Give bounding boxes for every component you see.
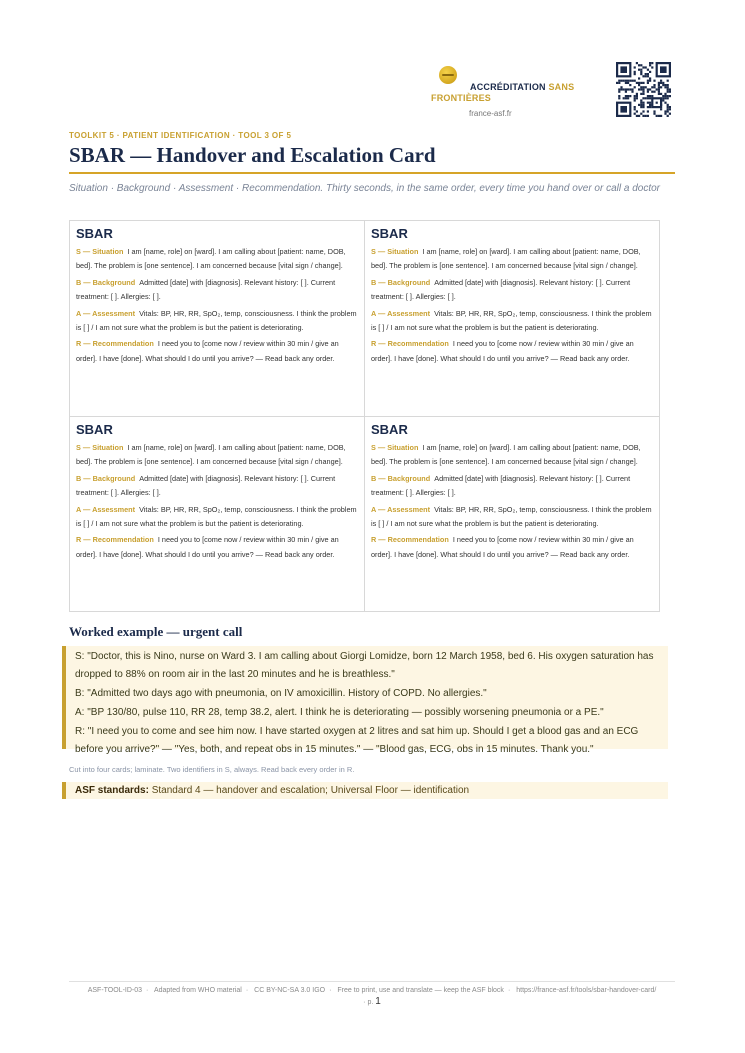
card-assessment	[76, 503, 358, 532]
background-label: B — Background	[371, 277, 431, 287]
situation-label: S — Situation	[371, 443, 419, 452]
sbar-card	[70, 221, 365, 417]
qr-code-icon	[616, 62, 671, 117]
assessment-text: Vitals: BP, HR, RR, SpO₂, temp, consciousness. I think the problem is [ ] / I am not sure what the problem is but the patient is deteriorating.	[76, 504, 357, 529]
brand-name	[431, 82, 591, 104]
assessment-text: Vitals: BP, HR, RR, SpO₂, temp, consciousness. I think the problem is [ ] / I am not sure what the problem is but the patient is deteriorating.	[371, 504, 652, 529]
card-assessment	[371, 307, 654, 336]
page-subtitle: Situation · Background · Assessment · Recommendation. Thirty seconds, in the same order, every time you hand over or call a doctor	[69, 183, 661, 194]
card-background	[371, 276, 654, 305]
title-divider	[69, 172, 675, 174]
footer-code: ASF-TOOL-ID-03	[87, 987, 143, 994]
example-recommendation: R: "I need you to come and see him now. I have started oxygen at 2 litres and sat him up. Should I get a blood gas and an ECG before you arrive?" — "Yes, both, and repeat obs in 15 minutes." — "Blood gas, ECG, obs in 15 minutes. Thank you."	[75, 726, 639, 755]
standards-text: Standard 4 — handover and escalation; Universal Floor — identification	[151, 785, 470, 796]
recommendation-text: I need you to [come now / review within 30 min / give an order]. I have [done]. What should I do until you arrive? — Read back any order.	[371, 535, 634, 559]
card-situation	[371, 441, 654, 470]
page-title: SBAR — Handover and Escalation Card	[69, 143, 436, 167]
card-situation	[371, 245, 654, 274]
toolkit-kicker: TOOLKIT 5 · PATIENT IDENTIFICATION · TOOL 3 OF 5	[69, 131, 292, 140]
footer-terms: Free to print, use and translate — keep the ASF block	[337, 987, 504, 994]
brand-url[interactable]: france-asf.fr	[469, 109, 512, 118]
page-footer: ASF-TOOL-ID-03 · Adapted from WHO material · CC BY-NC-SA 3.0 IGO · Free to print, use and translate — keep the ASF block · https://france-asf.fr/tools/sbar-handover-card/	[87, 987, 657, 994]
card-background	[76, 276, 358, 305]
card-recommendation	[76, 533, 358, 562]
situation-text: I am [name, role] on [ward]. I am calling about [patient: name, DOB, bed]. The problem is [one sentence]. I am concerned because [vital sign / change].	[76, 443, 346, 467]
example-situation: S: "Doctor, this is Nino, nurse on Ward 3. I am calling about Giorgi Lomidze, born 12 March 1958, bed 6. His oxygen saturation has dropped to 88% on room air in the last 20 minutes and he is breathless."	[75, 651, 654, 680]
card-recommendation	[371, 533, 654, 562]
card-title: SBAR	[76, 422, 113, 437]
assessment-label: A — Assessment	[371, 504, 431, 514]
page-prefix: p.	[367, 999, 374, 1006]
recommendation-text: I need you to [come now / review within 30 min / give an order]. I have [done]. What should I do until you arrive? — Read back any order.	[371, 339, 634, 363]
card-title: SBAR	[371, 226, 408, 241]
background-text: Admitted [date] with [diagnosis]. Relevant history: [ ]. Current treatment: [ ]. Allergies: [ ].	[371, 473, 631, 498]
recommendation-text: I need you to [come now / review within 30 min / give an order]. I have [done]. What should I do until you arrive? — Read back any order.	[76, 535, 339, 559]
card-background	[371, 472, 654, 501]
example-background: B: "Admitted two days ago with pneumonia, on IV amoxicillin. History of COPD. No allergies."	[75, 688, 487, 699]
sbar-cards-grid	[69, 220, 660, 612]
situation-label: S — Situation	[76, 443, 124, 452]
sbar-card	[365, 417, 660, 612]
background-label: B — Background	[371, 473, 431, 483]
sbar-card	[70, 417, 365, 612]
footer-url[interactable]: https://france-asf.fr/tools/sbar-handover-card/	[516, 987, 657, 994]
asf-standards-callout	[62, 782, 668, 799]
situation-text: I am [name, role] on [ward]. I am calling about [patient: name, DOB, bed]. The problem is [one sentence]. I am concerned because [vital sign / change].	[371, 247, 641, 271]
footer-adapted: Adapted from WHO material	[153, 987, 242, 994]
assessment-label: A — Assessment	[76, 308, 136, 318]
recommendation-label: R — Recommendation	[76, 535, 154, 545]
assessment-text: Vitals: BP, HR, RR, SpO₂, temp, consciousness. I think the problem is [ ] / I am not sure what the problem is but the patient is deteriorating.	[371, 308, 652, 333]
recommendation-label: R — Recommendation	[76, 339, 154, 349]
brand-name-part2: SANS	[548, 82, 575, 92]
card-assessment	[76, 307, 358, 336]
assessment-label: A — Assessment	[76, 504, 136, 514]
card-assessment	[371, 503, 654, 532]
card-situation	[76, 441, 358, 470]
background-text: Admitted [date] with [diagnosis]. Relevant history: [ ]. Current treatment: [ ]. Allergies: [ ].	[76, 277, 336, 302]
situation-label: S — Situation	[76, 247, 124, 256]
brand-name-part1: ACCRÉDITATION	[470, 82, 546, 92]
worked-example-title: Worked example — urgent call	[69, 624, 243, 639]
situation-label: S — Situation	[371, 247, 419, 256]
footer-divider	[69, 981, 675, 982]
card-situation	[76, 245, 358, 274]
sbar-card	[365, 221, 660, 417]
background-text: Admitted [date] with [diagnosis]. Relevant history: [ ]. Current treatment: [ ]. Allergies: [ ].	[371, 277, 631, 302]
card-background	[76, 472, 358, 501]
situation-text: I am [name, role] on [ward]. I am calling about [patient: name, DOB, bed]. The problem is [one sentence]. I am concerned because [vital sign / change].	[371, 443, 641, 467]
standards-label: ASF standards:	[75, 785, 149, 796]
usage-note: Cut into four cards; laminate. Two identifiers in S, always. Read back every order in R.	[69, 765, 355, 774]
card-recommendation	[371, 337, 654, 366]
background-label: B — Background	[76, 277, 136, 287]
page-number-value: 1	[375, 996, 381, 1007]
recommendation-text: I need you to [come now / review within 30 min / give an order]. I have [done]. What should I do until you arrive? — Read back any order.	[76, 339, 339, 363]
card-title: SBAR	[76, 226, 113, 241]
situation-text: I am [name, role] on [ward]. I am calling about [patient: name, DOB, bed]. The problem is [one sentence]. I am concerned because [vital sign / change].	[76, 247, 346, 271]
example-assessment: A: "BP 130/80, pulse 110, RR 28, temp 38.2, alert. I think he is deteriorating — possibly worsening pneumonia or a PE."	[75, 707, 604, 718]
background-label: B — Background	[76, 473, 136, 483]
background-text: Admitted [date] with [diagnosis]. Relevant history: [ ]. Current treatment: [ ]. Allergies: [ ].	[76, 473, 336, 498]
card-title: SBAR	[371, 422, 408, 437]
card-recommendation	[76, 337, 358, 366]
page-number: · p. 1	[363, 996, 381, 1007]
recommendation-label: R — Recommendation	[371, 535, 449, 545]
recommendation-label: R — Recommendation	[371, 339, 449, 349]
brand-name-part3: FRONTIÈRES	[431, 93, 492, 103]
worked-example-callout	[62, 646, 668, 755]
footer-license: CC BY-NC-SA 3.0 IGO	[254, 987, 326, 994]
assessment-text: Vitals: BP, HR, RR, SpO₂, temp, consciousness. I think the problem is [ ] / I am not sure what the problem is but the patient is deteriorating.	[76, 308, 357, 333]
assessment-label: A — Assessment	[371, 308, 431, 318]
